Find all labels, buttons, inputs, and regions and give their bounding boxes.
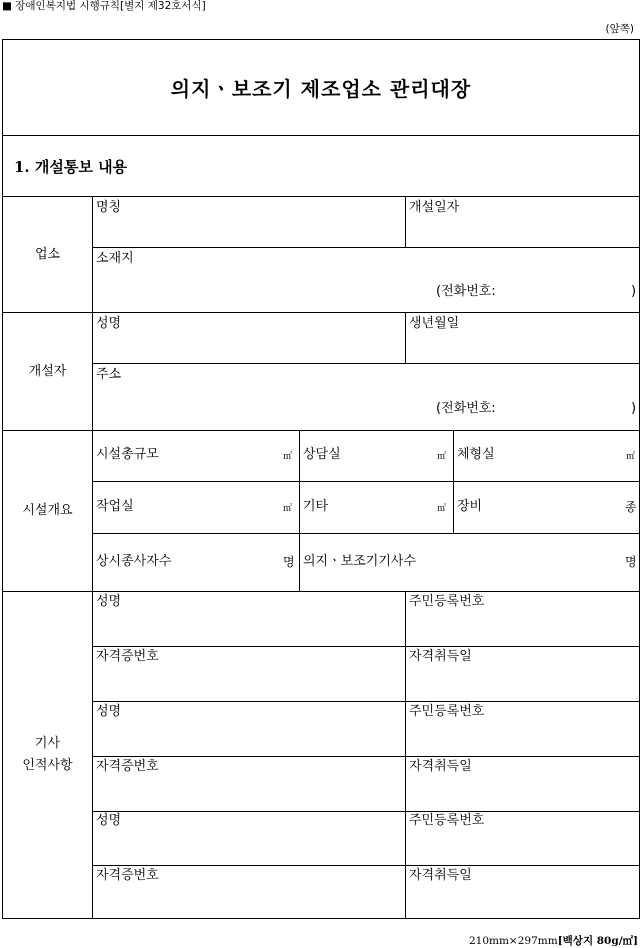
rule-facility-row1 (92, 481, 639, 482)
equipment-label: 장비 (457, 499, 483, 514)
staff-count-unit: 명 (283, 555, 295, 569)
tech-3-name-label: 성명 (96, 813, 122, 828)
other-room-label: 기타 (303, 499, 329, 514)
tech-2-license-no-label: 자격증번호 (96, 759, 159, 774)
group-technicians (3, 592, 92, 918)
staff-count-label: 상시종사자수 (96, 554, 172, 569)
founder-address-label: 주소 (96, 367, 122, 382)
business-name-label: 명칭 (96, 200, 122, 215)
rule-tech-1a (92, 646, 639, 647)
tech-1-rrn-label: 주민등록번호 (409, 594, 485, 609)
paper-spec (469, 933, 638, 948)
technician-count-label: 의지ㆍ보조기기사수 (303, 554, 417, 569)
rule-tech-2a (92, 756, 639, 757)
divider-facility-a (299, 430, 300, 533)
rule-founder-mid (92, 363, 639, 364)
section-heading: 1. 개설통보 내용 (3, 135, 639, 196)
tech-3-rrn-label: 주민등록번호 (409, 813, 485, 828)
divider-technicians (405, 591, 406, 918)
rule-technician-top (3, 591, 639, 592)
tech-3-license-no-label: 자격증번호 (96, 868, 159, 883)
page-side-label: (앞쪽) (605, 23, 634, 35)
rule-founder-top (3, 312, 639, 313)
business-address-label: 소재지 (96, 251, 134, 266)
rule-tech-2b (92, 811, 639, 812)
founder-phone-label: (전화번호: (436, 401, 496, 416)
form-title: 의지ㆍ보조기 제조업소 관리대장 (170, 77, 472, 101)
tech-2-license-date-label: 자격취득일 (409, 759, 472, 774)
rule-facility-row2 (92, 533, 639, 534)
rule-business-mid (92, 247, 639, 248)
form-frame (2, 39, 640, 919)
founder-phone-close: ) (631, 401, 637, 416)
divider-founder-name (405, 312, 406, 363)
total-area-label: 시설총규모 (96, 447, 159, 462)
paper-stock: [백상지 80g/㎡] (557, 935, 638, 947)
consult-room-label: 상담실 (303, 447, 341, 462)
group-business: 업소 (34, 246, 61, 262)
consult-room-unit: ㎡ (437, 452, 447, 462)
equipment-unit: 종 (625, 500, 637, 514)
divider-facility-staff (299, 533, 300, 591)
tech-2-name-label: 성명 (96, 704, 122, 719)
technicians-group-line1: 기사 (34, 736, 61, 751)
tech-1-name-label: 성명 (96, 594, 122, 609)
rule-tech-3a (92, 865, 639, 866)
tech-3-license-date-label: 자격취득일 (409, 868, 472, 883)
group-facility: 시설개요 (22, 503, 73, 518)
tech-1-license-no-label: 자격증번호 (96, 649, 159, 664)
business-phone-label: (전화번호: (436, 284, 496, 299)
business-opened-label: 개설일자 (409, 200, 460, 215)
group-founder: 개설자 (28, 363, 67, 379)
founder-name-label: 성명 (96, 316, 122, 331)
technicians-group-line2: 인적사항 (22, 758, 73, 773)
business-phone-close: ) (631, 284, 637, 299)
total-area-unit: ㎡ (283, 452, 293, 462)
tech-2-rrn-label: 주민등록번호 (409, 704, 485, 719)
rule-facility-top (3, 430, 639, 431)
divider-business-name (405, 196, 406, 247)
rule-business-top (3, 196, 639, 197)
rule-tech-1b (92, 701, 639, 702)
label-column-divider (92, 196, 93, 918)
other-room-unit: ㎡ (437, 504, 447, 514)
technician-count-unit: 명 (625, 555, 637, 569)
form-reference: ■ 장애인복지법 시행규칙[별지 제32호서식] (2, 0, 206, 12)
work-room-unit: ㎡ (283, 504, 293, 514)
tech-1-license-date-label: 자격취득일 (409, 649, 472, 664)
founder-birth-label: 생년월일 (409, 316, 460, 331)
paper-size: 210mm×297mm (468, 935, 558, 947)
divider-facility-b (453, 430, 454, 533)
fitting-room-unit: ㎡ (626, 452, 636, 462)
work-room-label: 작업실 (96, 499, 134, 514)
fitting-room-label: 체형실 (457, 447, 495, 462)
